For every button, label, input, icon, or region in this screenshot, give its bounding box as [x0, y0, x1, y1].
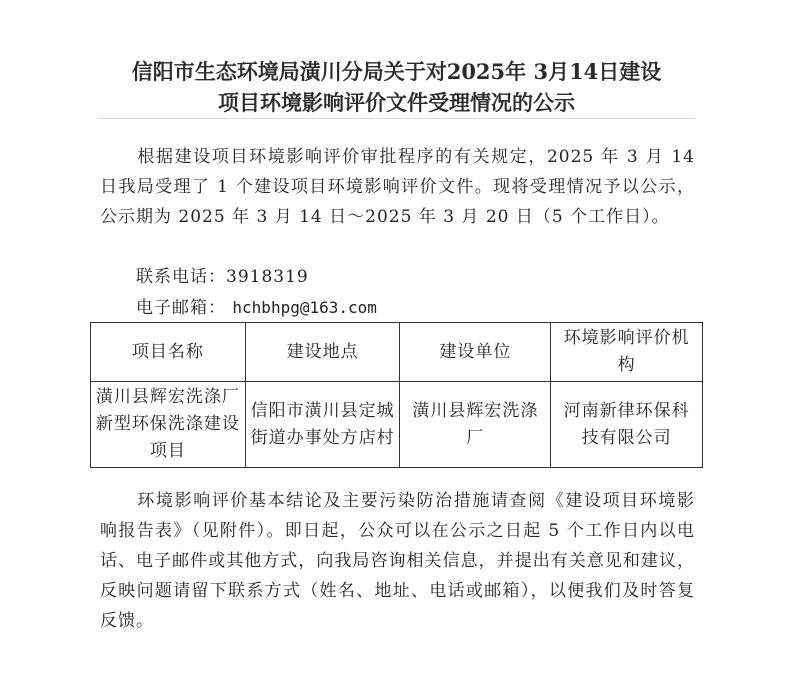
phone-value: 3918319 — [226, 267, 309, 287]
intro-paragraph: 根据建设项目环境影响评价审批程序的有关规定，2025 年 3 月 14 日我局受理了 1 个建设项目环境影响评价文件。现将受理情况予以公示，公示期为 2025 年 3 月 14 日～2025 年 3 月 20 日（5 个工作日）。 — [100, 147, 695, 227]
title-line-1: 信阳市生态环境局潢川分局关于对2025年 3月14日建设 — [131, 59, 662, 84]
project-table — [90, 322, 703, 468]
title-line-2: 项目环境影响评价文件受理情况的公示 — [218, 90, 575, 115]
header-builder: 建设单位 — [400, 323, 551, 382]
table-header-row — [91, 323, 703, 382]
closing-paragraph: 环境影响评价基本结论及主要污染防治措施请查阅《建设项目环境影响报告表》（见附件）。即日起，公众可以在公示之日起 5 个工作日内以电话、电子邮件或其他方式，向我局咨询相关信息，并提出有关意见和建议，反映问题请留下联系方式（姓名、地址、电话或邮箱），以便我们及时答复反馈。 — [100, 491, 695, 631]
title-divider — [98, 118, 695, 119]
header-project-name: 项目名称 — [91, 323, 246, 382]
cell-location: 信阳市潢川县定城街道办事处方店村 — [245, 382, 400, 468]
contact-phone — [136, 262, 309, 292]
phone-label: 联系电话： — [136, 267, 226, 287]
email-label: 电子邮箱： — [136, 298, 226, 318]
email-value[interactable]: hchbhpg@163.com — [232, 298, 377, 317]
contact-email — [136, 293, 377, 323]
table-row — [91, 382, 703, 468]
header-eia-agency: 环境影响评价机构 — [551, 323, 703, 382]
page-title — [0, 56, 793, 118]
header-location: 建设地点 — [245, 323, 400, 382]
cell-builder: 潢川县辉宏洗涤厂 — [400, 382, 551, 468]
cell-project-name: 潢川县辉宏洗涤厂新型环保洗涤建设项目 — [91, 382, 246, 468]
cell-eia-agency: 河南新律环保科技有限公司 — [551, 382, 703, 468]
